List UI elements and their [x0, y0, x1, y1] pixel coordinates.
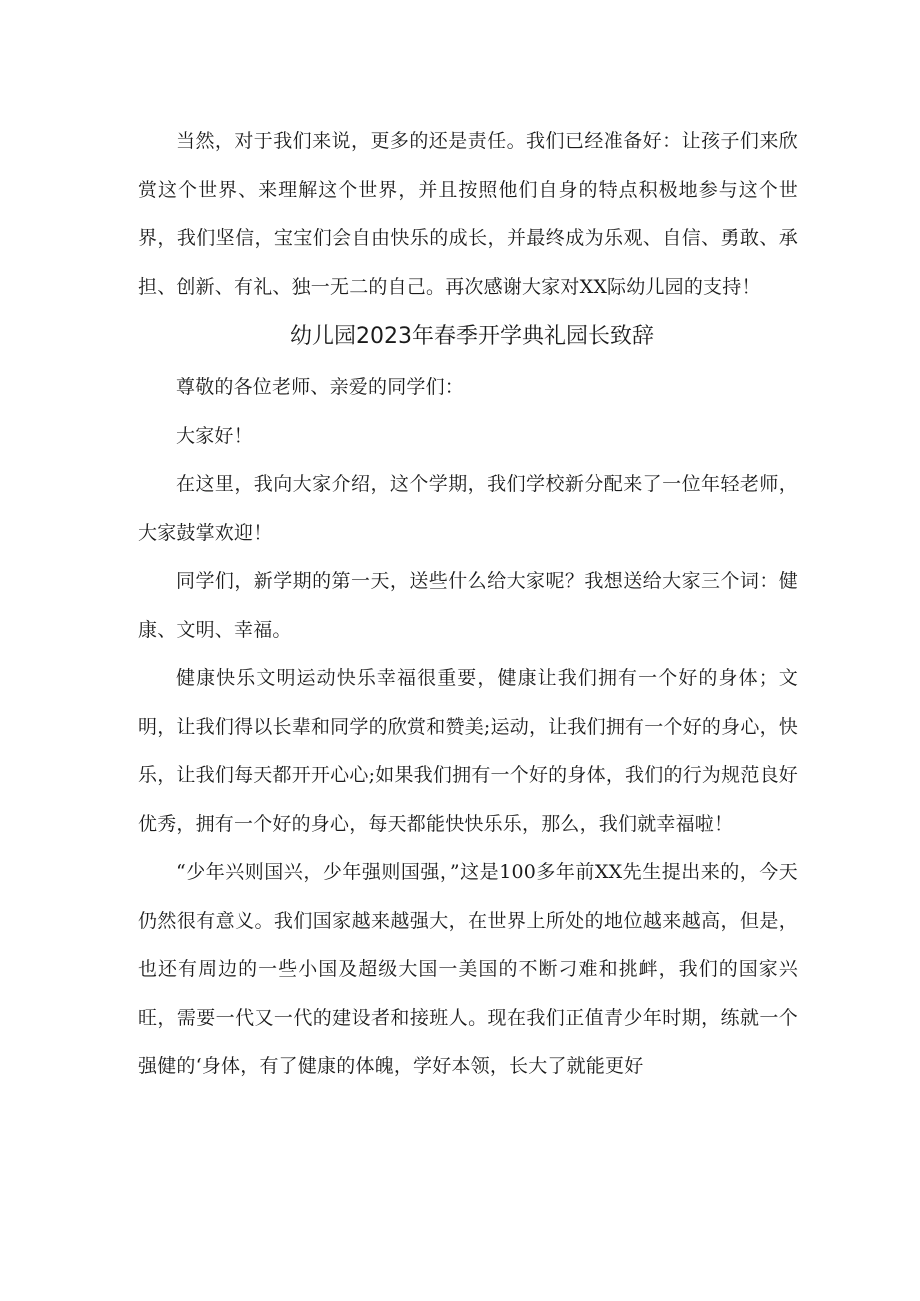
speech-title: 幼儿园2023年春季开学典礼园长致辞 — [290, 324, 654, 349]
intro-paragraph: 当然，对于我们来说，更多的还是责任。我们已经准备好：让孩子们来欣赏这个世界、来理解这个世界，并且按照他们自身的特点积极地参与这个世界，我们坚信，宝宝们会自由快乐的成长，并最终成为乐观、自信、勇敢、承担、创新、有礼、独一无二的自己。再次感谢大家对XX际幼儿园的支持！ — [138, 130, 798, 298]
body-paragraph-4: “少年兴则国兴，少年强则国强，”这是100多年前XX先生提出来的，今天仍然很有意义。我们国家越来越强大，在世界上所处的地位越来越高，但是，也还有周边的一些小国及超级大国一美国的不断刁难和挑衅，我们的国家兴旺，需要一代又一代的建设者和接班人。现在我们正值青少年时期，练就一个强健的‘身体，有了健康的体魄，学好本领，长大了就能更好 — [138, 861, 798, 1077]
body-paragraph-2: 同学们，新学期的第一天，送些什么给大家呢？我想送给大家三个词：健康、文明、幸福。 — [138, 570, 798, 641]
body-paragraph-1: 在这里，我向大家介绍，这个学期，我们学校新分配来了一位年轻老师，大家鼓掌欢迎！ — [138, 473, 798, 544]
greeting: 大家好！ — [176, 424, 253, 447]
body-paragraph-3: 健康快乐文明运动快乐幸福很重要，健康让我们拥有一个好的身体；文明，让我们得以长辈和同学的欣赏和赞美;运动，让我们拥有一个好的身心，快乐，让我们每天都开开心心;如果我们拥有一个好的身体，我们的行为规范良好优秀，拥有一个好的身心，每天都能快快乐乐，那么，我们就幸福啦！ — [138, 667, 798, 835]
salutation: 尊敬的各位老师、亲爱的同学们： — [176, 376, 465, 398]
